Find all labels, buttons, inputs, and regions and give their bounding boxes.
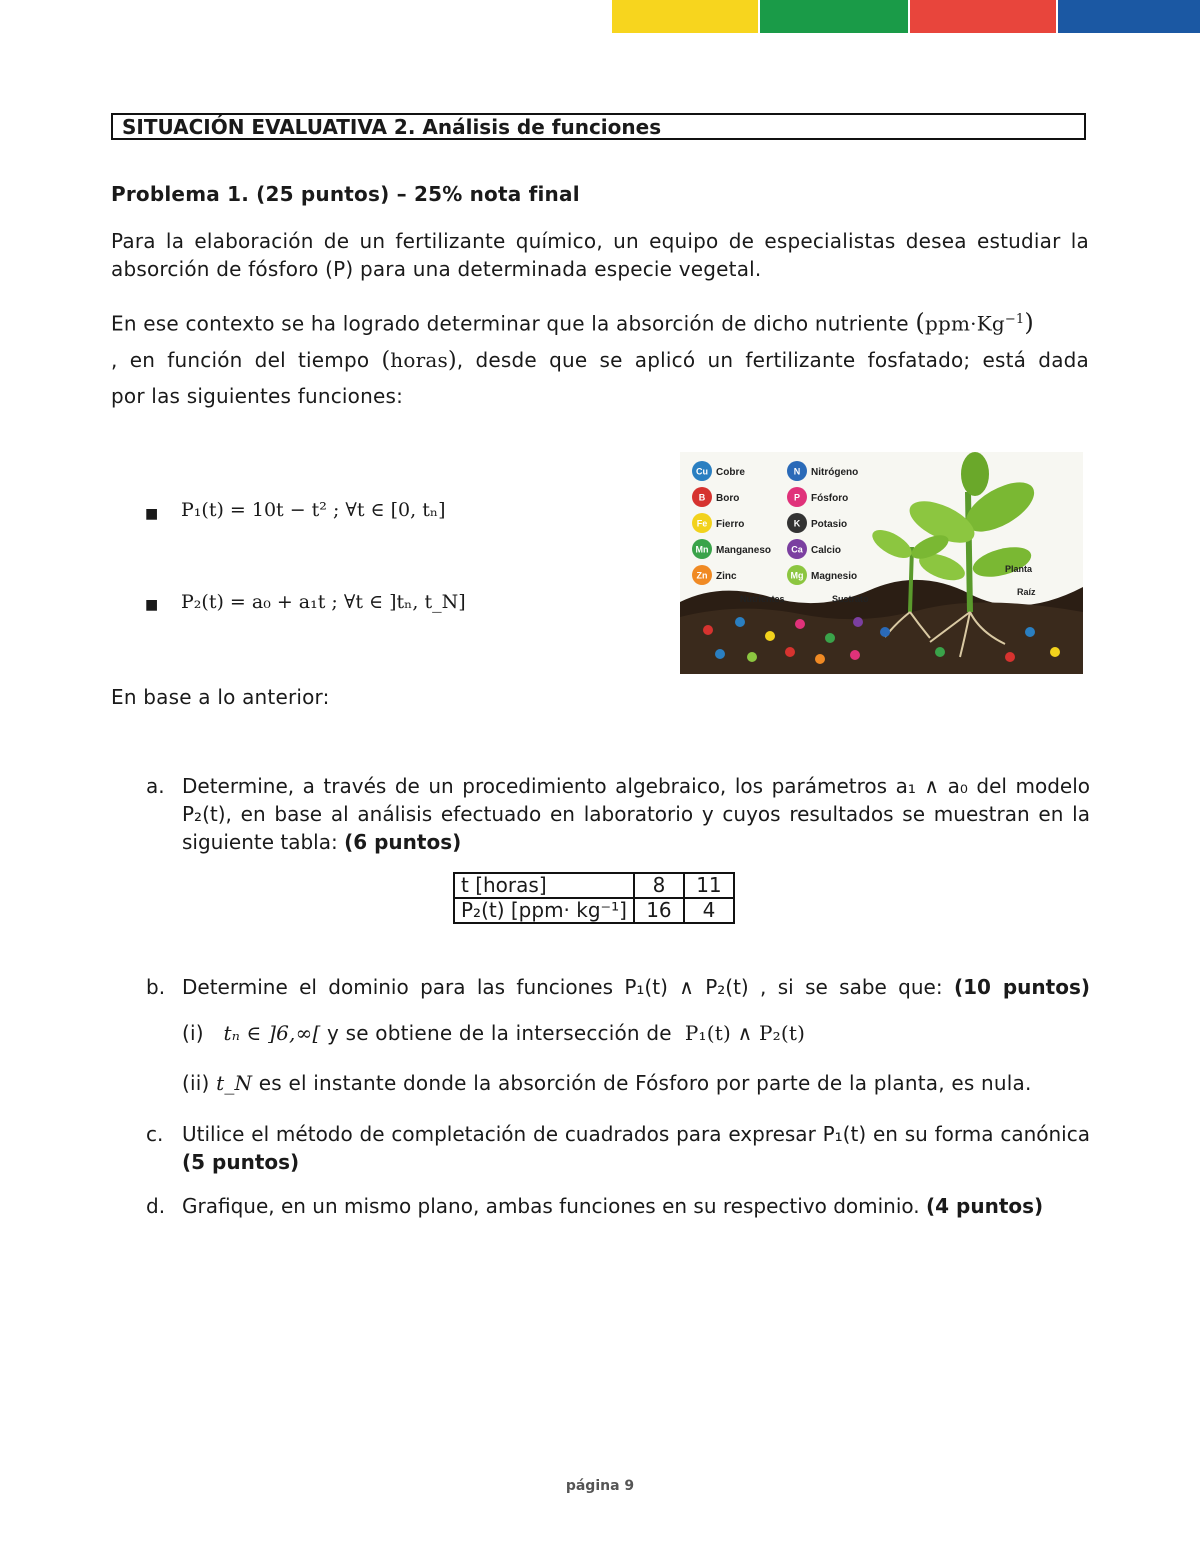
item-d-text: Grafique, en un mismo plano, ambas funciones en su respectivo dominio. xyxy=(182,1194,920,1218)
table-header-p2: P₂(t) [ppm· kg⁻¹] xyxy=(454,898,634,923)
unit-exponent: −1 xyxy=(1004,312,1025,327)
context-text: En ese contexto se ha logrado determinar que la absorción de dicho nutriente xyxy=(111,311,909,336)
bullet-marker: ■ xyxy=(145,506,159,522)
nutrient-symbol: B xyxy=(698,492,706,503)
table-cell: 11 xyxy=(684,873,734,898)
context-line-3: por las siguientes funciones: xyxy=(111,384,404,408)
nutrient-name: Nitrógeno xyxy=(811,467,859,478)
label-raiz: Raíz xyxy=(1017,587,1036,597)
context-line-1: En ese contexto se ha logrado determinar que la absorción de dicho nutriente $(ppm\cdot Kg^{-1})$ xyxy=(111,308,1034,337)
nutrient-name: Fósforo xyxy=(811,493,849,504)
table-row xyxy=(454,898,734,923)
item-a-points: (6 puntos) xyxy=(344,830,462,854)
item-c-text: Utilice el método de completación de cuadrados para expresar P₁(t) en su forma canónica xyxy=(182,1122,1090,1146)
item-d-points: (4 puntos) xyxy=(926,1194,1044,1218)
table-cell: 4 xyxy=(684,898,734,923)
nutrient-symbol: Mn xyxy=(695,544,709,555)
plant-nutrients-illustration xyxy=(680,452,1083,674)
nutrient-symbol: Mg xyxy=(790,570,804,581)
intro-paragraph: Para la elaboración de un fertilizante químico, un equipo de especialistas desea estudiar la absorción de fósforo (P) para una determinada especie vegetal. xyxy=(111,229,1089,281)
nutrient-name: Potasio xyxy=(811,519,848,530)
nutrient-name: Magnesio xyxy=(811,571,858,582)
nutrient-name: Fierro xyxy=(716,519,745,530)
nutrient-symbol: Cu xyxy=(696,466,708,477)
item-b-i-math: tₙ ∈ ]6,∞[ xyxy=(223,1021,321,1045)
function-p2: P₂(t) = a₀ + a₁t ; ∀t ∈ ]tₙ, t_N] xyxy=(181,591,466,613)
unit-ppm-kg: ppm·Kg xyxy=(924,311,1005,336)
page-number: página 9 xyxy=(565,1478,635,1494)
item-b-i-label: (i) xyxy=(182,1021,204,1045)
item-b-i xyxy=(182,1019,805,1047)
nutrient-symbol: Ca xyxy=(791,544,803,555)
item-c-points: (5 puntos) xyxy=(182,1150,300,1174)
nutrient-symbol: N xyxy=(793,466,801,477)
nutrient-symbol: P xyxy=(793,492,801,503)
context-line-2: , en función del tiempo (horas), desde que se aplicó un fertilizante fosfatado; está dada xyxy=(111,348,1089,373)
label-planta: Planta xyxy=(1005,564,1033,574)
nutrient-symbol: Fe xyxy=(696,518,708,529)
item-b-ii xyxy=(182,1069,1032,1097)
section-title: SITUACIÓN EVALUATIVA 2. Análisis de funciones xyxy=(111,113,1086,140)
item-b-text: Determine el dominio para las funciones P₁(t) ∧ P₂(t) , si se sabe que: xyxy=(182,975,943,999)
item-b-label: b. xyxy=(146,975,166,999)
header-stripe-red xyxy=(910,0,1056,33)
item-b-ii-label: (ii) xyxy=(182,1071,210,1095)
item-b-i-text: y se obtiene de la intersección de xyxy=(327,1021,672,1045)
data-table xyxy=(453,872,735,924)
header-stripe-blue xyxy=(1058,0,1200,33)
nutrient-name: Manganeso xyxy=(716,545,772,556)
function-p1: P₁(t) = 10t − t² ; ∀t ∈ [0, tₙ] xyxy=(181,499,446,521)
item-b-ii-text: es el instante donde la absorción de Fósforo por parte de la planta, es nula. xyxy=(258,1071,1032,1095)
bullet-marker: ■ xyxy=(145,597,159,613)
item-a-text: Determine, a través de un procedimiento algebraico, los parámetros a₁ ∧ a₀ del modelo P₂(t), en base al análisis efectuado en laboratorio y cuyos resultados se muestran en la siguiente tabla: xyxy=(182,774,1090,854)
nutrient-name: Cobre xyxy=(716,467,745,478)
item-b-points: (10 puntos) xyxy=(953,975,1090,999)
nutrient-name: Zinc xyxy=(716,571,737,582)
item-b-i-math2: P₁(t) ∧ P₂(t) xyxy=(684,1021,806,1045)
nutrient-name: Calcio xyxy=(811,545,842,556)
header-stripe-yellow xyxy=(612,0,758,33)
item-b-ii-math: t_N xyxy=(216,1071,253,1095)
table-cell: 16 xyxy=(634,898,684,923)
nutrient-symbol: Zn xyxy=(696,570,708,581)
header-stripe-green xyxy=(760,0,908,33)
nutrient-symbol: K xyxy=(793,518,801,529)
table-header-t: t [horas] xyxy=(454,873,634,898)
label-sustrato: Sustrato xyxy=(832,594,869,604)
base-text: En base a lo anterior: xyxy=(111,685,330,709)
table-row xyxy=(454,873,734,898)
problem-heading: Problema 1. (25 puntos) – 25% nota final xyxy=(111,182,580,206)
table-cell: 8 xyxy=(634,873,684,898)
item-d-label: d. xyxy=(146,1194,166,1218)
label-nutrientes: Nutrientes xyxy=(740,594,785,604)
time-unit: horas xyxy=(390,348,448,372)
nutrient-name: Boro xyxy=(716,493,740,504)
item-c-label: c. xyxy=(146,1122,164,1146)
item-a-label: a. xyxy=(146,774,165,798)
